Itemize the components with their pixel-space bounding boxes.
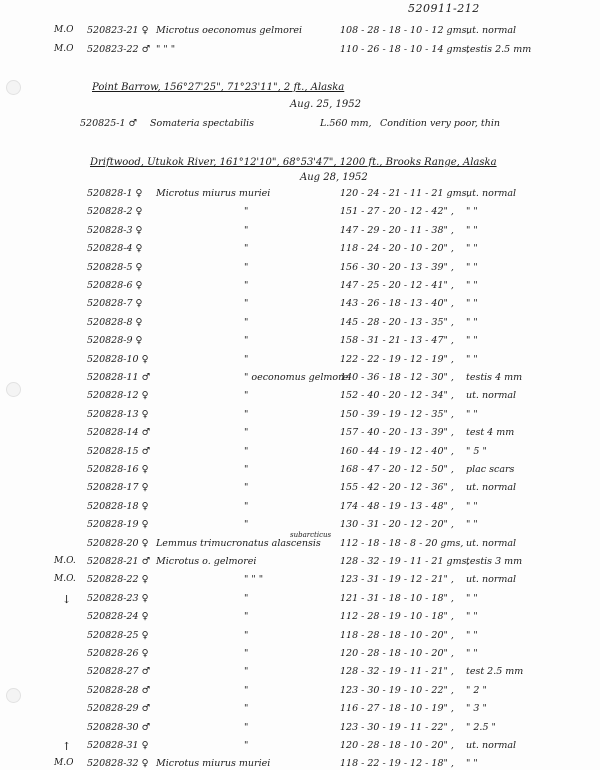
species-name: Microtus miurus muriei [156,188,271,199]
specimen-number: 520828-26 ♀ [87,648,149,659]
remarks: ut. normal [466,390,517,402]
specimen-number: 520828-7 ♀ [87,298,143,310]
species-name: " [244,611,249,623]
remarks: ut. normal [466,740,517,751]
specimen-number: 520828-30 ♂ [87,721,151,733]
mo-mark: M.O. [54,556,76,566]
measurements: 156 - 30 - 20 - 13 - 39" , [340,261,454,273]
catalog-row [0,44,600,58]
catalog-row [0,409,600,423]
catalog-row [0,446,600,460]
species-name: " [244,427,249,439]
remarks: plac scars [466,464,515,475]
species-name: Lemmus trimucronatus alascensis [156,537,321,549]
remarks: " " [466,280,478,291]
measurements: 150 - 39 - 19 - 12 - 35" , [340,408,454,420]
species-name: " [244,316,249,328]
remarks: test 2.5 mm [466,666,524,678]
measurements: 160 - 44 - 19 - 12 - 40" , [340,445,454,457]
measurements: 120 - 24 - 21 - 11 - 21 gms, [340,188,470,199]
specimen-number: 520828-11 ♂ [87,372,151,383]
specimen-number: 520828-21 ♂ [87,556,151,567]
measurements: 121 - 31 - 18 - 10 - 18" , [340,592,454,604]
specimen-number: 520828-23 ♀ [87,592,149,604]
catalog-row [0,501,600,515]
measurements: 123 - 31 - 19 - 12 - 21" , [340,574,454,586]
measurements: 152 - 40 - 20 - 12 - 34" , [340,390,454,402]
catalog-row [0,262,600,276]
catalog-row [0,225,600,239]
remarks: ut. normal [466,25,517,36]
species-name: " [244,592,249,604]
specimen-number: 520825-1 ♂ [80,118,138,129]
catalog-row [0,630,600,644]
remarks: " " [466,353,478,365]
measurements: 130 - 31 - 20 - 12 - 20" , [340,519,454,531]
species-name: " [244,243,249,255]
catalog-row [0,666,600,680]
measurements: 108 - 28 - 18 - 10 - 12 gms, [340,25,470,36]
measurements: 158 - 31 - 21 - 13 - 47" , [340,335,454,347]
specimen-number: 520828-19 ♀ [87,519,149,531]
measurements: 118 - 28 - 18 - 10 - 20" , [340,629,454,641]
remarks: " " [466,629,478,641]
catalog-row [0,317,600,331]
species-name: " [244,335,249,347]
mo-mark: M.O [54,25,74,35]
specimen-number: 520828-12 ♀ [87,390,149,402]
measurements: L.560 mm, [320,118,372,129]
catalog-row [0,464,600,478]
species-name: " [244,261,249,273]
measurements: 157 - 40 - 20 - 13 - 39" , [340,427,454,439]
remarks: testis 4 mm [466,372,523,383]
specimen-number: 520828-5 ♀ [87,261,143,273]
remarks: " " [466,500,478,512]
specimen-number: 520828-1 ♀ [87,188,143,199]
specimen-number: 520828-14 ♂ [87,427,151,439]
remarks: ut. normal [466,188,517,199]
measurements: 128 - 32 - 19 - 11 - 21" , [340,666,454,678]
specimen-number: 520828-4 ♀ [87,243,143,255]
species-name: " [244,703,249,715]
measurements: 116 - 27 - 18 - 10 - 19" , [340,703,454,715]
specimen-number: 520828-6 ♀ [87,280,143,291]
remarks: testis 2.5 mm [466,44,532,55]
species-name: " [244,500,249,512]
species-name: " [244,224,249,236]
remarks: ut. normal [466,537,517,549]
catalog-row [0,758,600,770]
measurements: 112 - 28 - 19 - 10 - 18" , [340,611,454,623]
specimen-number: 520828-17 ♀ [87,482,149,494]
catalog-row [0,243,600,257]
measurements: 151 - 27 - 20 - 12 - 42" , [340,206,454,218]
measurements: 128 - 32 - 19 - 11 - 21 gms, [340,556,470,567]
species-name: Microtus oeconomus gelmorei [156,25,303,36]
species-name: " " " [244,574,264,586]
catalog-row [0,740,600,754]
catalog-row [0,354,600,368]
page-catalog-number: 520911-212 [408,2,480,15]
catalog-row [0,703,600,717]
measurements: 120 - 28 - 18 - 10 - 20" , [340,740,454,751]
measurements: 123 - 30 - 19 - 10 - 22" , [340,684,454,696]
catalog-row [0,298,600,312]
species-name: " [244,684,249,696]
mo-mark: M.O [54,758,74,769]
specimen-number: 520823-21 ♀ [87,25,149,36]
specimen-number: 520828-13 ♀ [87,408,149,420]
species-name: Microtus o. gelmorei [156,556,257,567]
mo-mark: M.O [54,44,74,54]
specimen-number: 520828-20 ♀ [87,537,149,549]
locality-heading: Driftwood, Utukok River, 161°12'10", 68°53'47", 1200 ft., Brooks Range, Alaska [90,157,497,168]
remarks: " " [466,408,478,420]
measurements: 118 - 22 - 19 - 12 - 18" , [340,758,454,770]
specimen-number: 520828-24 ♀ [87,611,149,623]
catalog-row [0,722,600,736]
catalog-row [0,574,600,588]
punch-hole [6,80,21,95]
remarks: ut. normal [466,482,517,494]
measurements: 145 - 28 - 20 - 13 - 35" , [340,316,454,328]
measurements: 140 - 36 - 18 - 12 - 30" , [340,372,454,383]
remarks: " 5 " [466,445,487,457]
catalog-row [0,611,600,625]
species-name: Microtus miurus muriei [156,758,271,770]
catalog-row [0,206,600,220]
remarks: ut. normal [466,574,517,586]
catalog-row [0,25,600,39]
remarks: testis 3 mm [466,556,523,567]
specimen-number: 520828-9 ♀ [87,335,143,347]
remarks: " " [466,316,478,328]
specimen-number: 520828-3 ♀ [87,224,143,236]
measurements: 112 - 18 - 18 - 8 - 20 gms, [340,537,464,549]
species-name: " [244,280,249,291]
catalog-row [0,118,600,132]
remarks: " " [466,611,478,623]
species-name: " [244,353,249,365]
species-name: " [244,464,249,475]
measurements: 168 - 47 - 20 - 12 - 50" , [340,464,454,475]
species-name: " [244,740,249,751]
species-name: " [244,408,249,420]
remarks: " " [466,519,478,531]
species-name: " [244,482,249,494]
remarks: " 3 " [466,703,487,715]
measurements: 143 - 26 - 18 - 13 - 40" , [340,298,454,310]
remarks: test 4 mm [466,427,515,439]
catalog-row [0,188,600,202]
catalog-row [0,390,600,404]
catalog-row [0,593,600,607]
measurements: 174 - 48 - 19 - 13 - 48" , [340,500,454,512]
species-correction: subarcticus [290,530,332,539]
catalog-row [0,280,600,294]
catalog-row [0,648,600,662]
remarks: " " [466,648,478,659]
specimen-number: 520828-2 ♀ [87,206,143,218]
catalog-row [0,427,600,441]
measurements: 147 - 29 - 20 - 11 - 38" , [340,224,454,236]
specimen-number: 520828-28 ♂ [87,684,151,696]
specimen-number: 520828-15 ♂ [87,445,151,457]
measurements: 123 - 30 - 19 - 11 - 22" , [340,721,454,733]
mo-mark: M.O. [54,574,76,585]
species-name: " [244,298,249,310]
measurements: 120 - 28 - 18 - 10 - 20" , [340,648,454,659]
catalog-row [0,556,600,570]
species-name: " oeconomus gelmorei [244,372,352,383]
specimen-number: 520828-18 ♀ [87,500,149,512]
remarks: Condition very poor, thin [380,118,501,129]
locality-date: Aug 28, 1952 [300,172,368,183]
species-name: " [244,206,249,218]
locality-heading: Point Barrow, 156°27'25", 71°23'11", 2 ft., Alaska [92,82,345,93]
species-name: Somateria spectabilis [150,118,255,129]
catalog-row [0,372,600,386]
catalog-row [0,482,600,496]
catalog-row [0,335,600,349]
remarks: " " [466,298,478,310]
specimen-number: 520828-10 ♀ [87,353,149,365]
specimen-number: 520828-16 ♀ [87,464,149,475]
remarks: " " [466,243,478,255]
remarks: " 2.5 " [466,721,496,733]
specimen-number: 520828-31 ♀ [87,740,149,751]
species-name: " [244,648,249,659]
measurements: 155 - 42 - 20 - 12 - 36" , [340,482,454,494]
species-name: " [244,629,249,641]
species-name: " [244,519,249,531]
measurements: 147 - 25 - 20 - 12 - 41" , [340,280,454,291]
catalog-row [0,530,600,552]
remarks: " " [466,592,478,604]
specimen-number: 520828-29 ♂ [87,703,151,715]
species-name: " [244,390,249,402]
remarks: " " [466,758,478,770]
remarks: " " [466,335,478,347]
specimen-number: 520828-25 ♀ [87,629,149,641]
species-name: " [244,666,249,678]
catalog-row [0,685,600,699]
species-name: " [244,721,249,733]
remarks: " 2 " [466,684,487,696]
measurements: 110 - 26 - 18 - 10 - 14 gms, [340,44,470,55]
species-name: " [244,445,249,457]
remarks: " " [466,261,478,273]
measurements: 122 - 22 - 19 - 12 - 19" , [340,353,454,365]
species-name: " " " [156,44,176,55]
specimen-number: 520823-22 ♂ [87,44,151,55]
measurements: 118 - 24 - 20 - 10 - 20" , [340,243,454,255]
specimen-number: 520828-27 ♂ [87,666,151,678]
remarks: " " [466,206,478,218]
mo-mark: ↑ [62,740,72,753]
remarks: " " [466,224,478,236]
mo-mark: ↓ [62,592,72,606]
specimen-number: 520828-8 ♀ [87,316,143,328]
specimen-number: 520828-32 ♀ [87,758,149,770]
locality-date: Aug. 25, 1952 [290,99,361,110]
specimen-number: 520828-22 ♀ [87,574,149,586]
